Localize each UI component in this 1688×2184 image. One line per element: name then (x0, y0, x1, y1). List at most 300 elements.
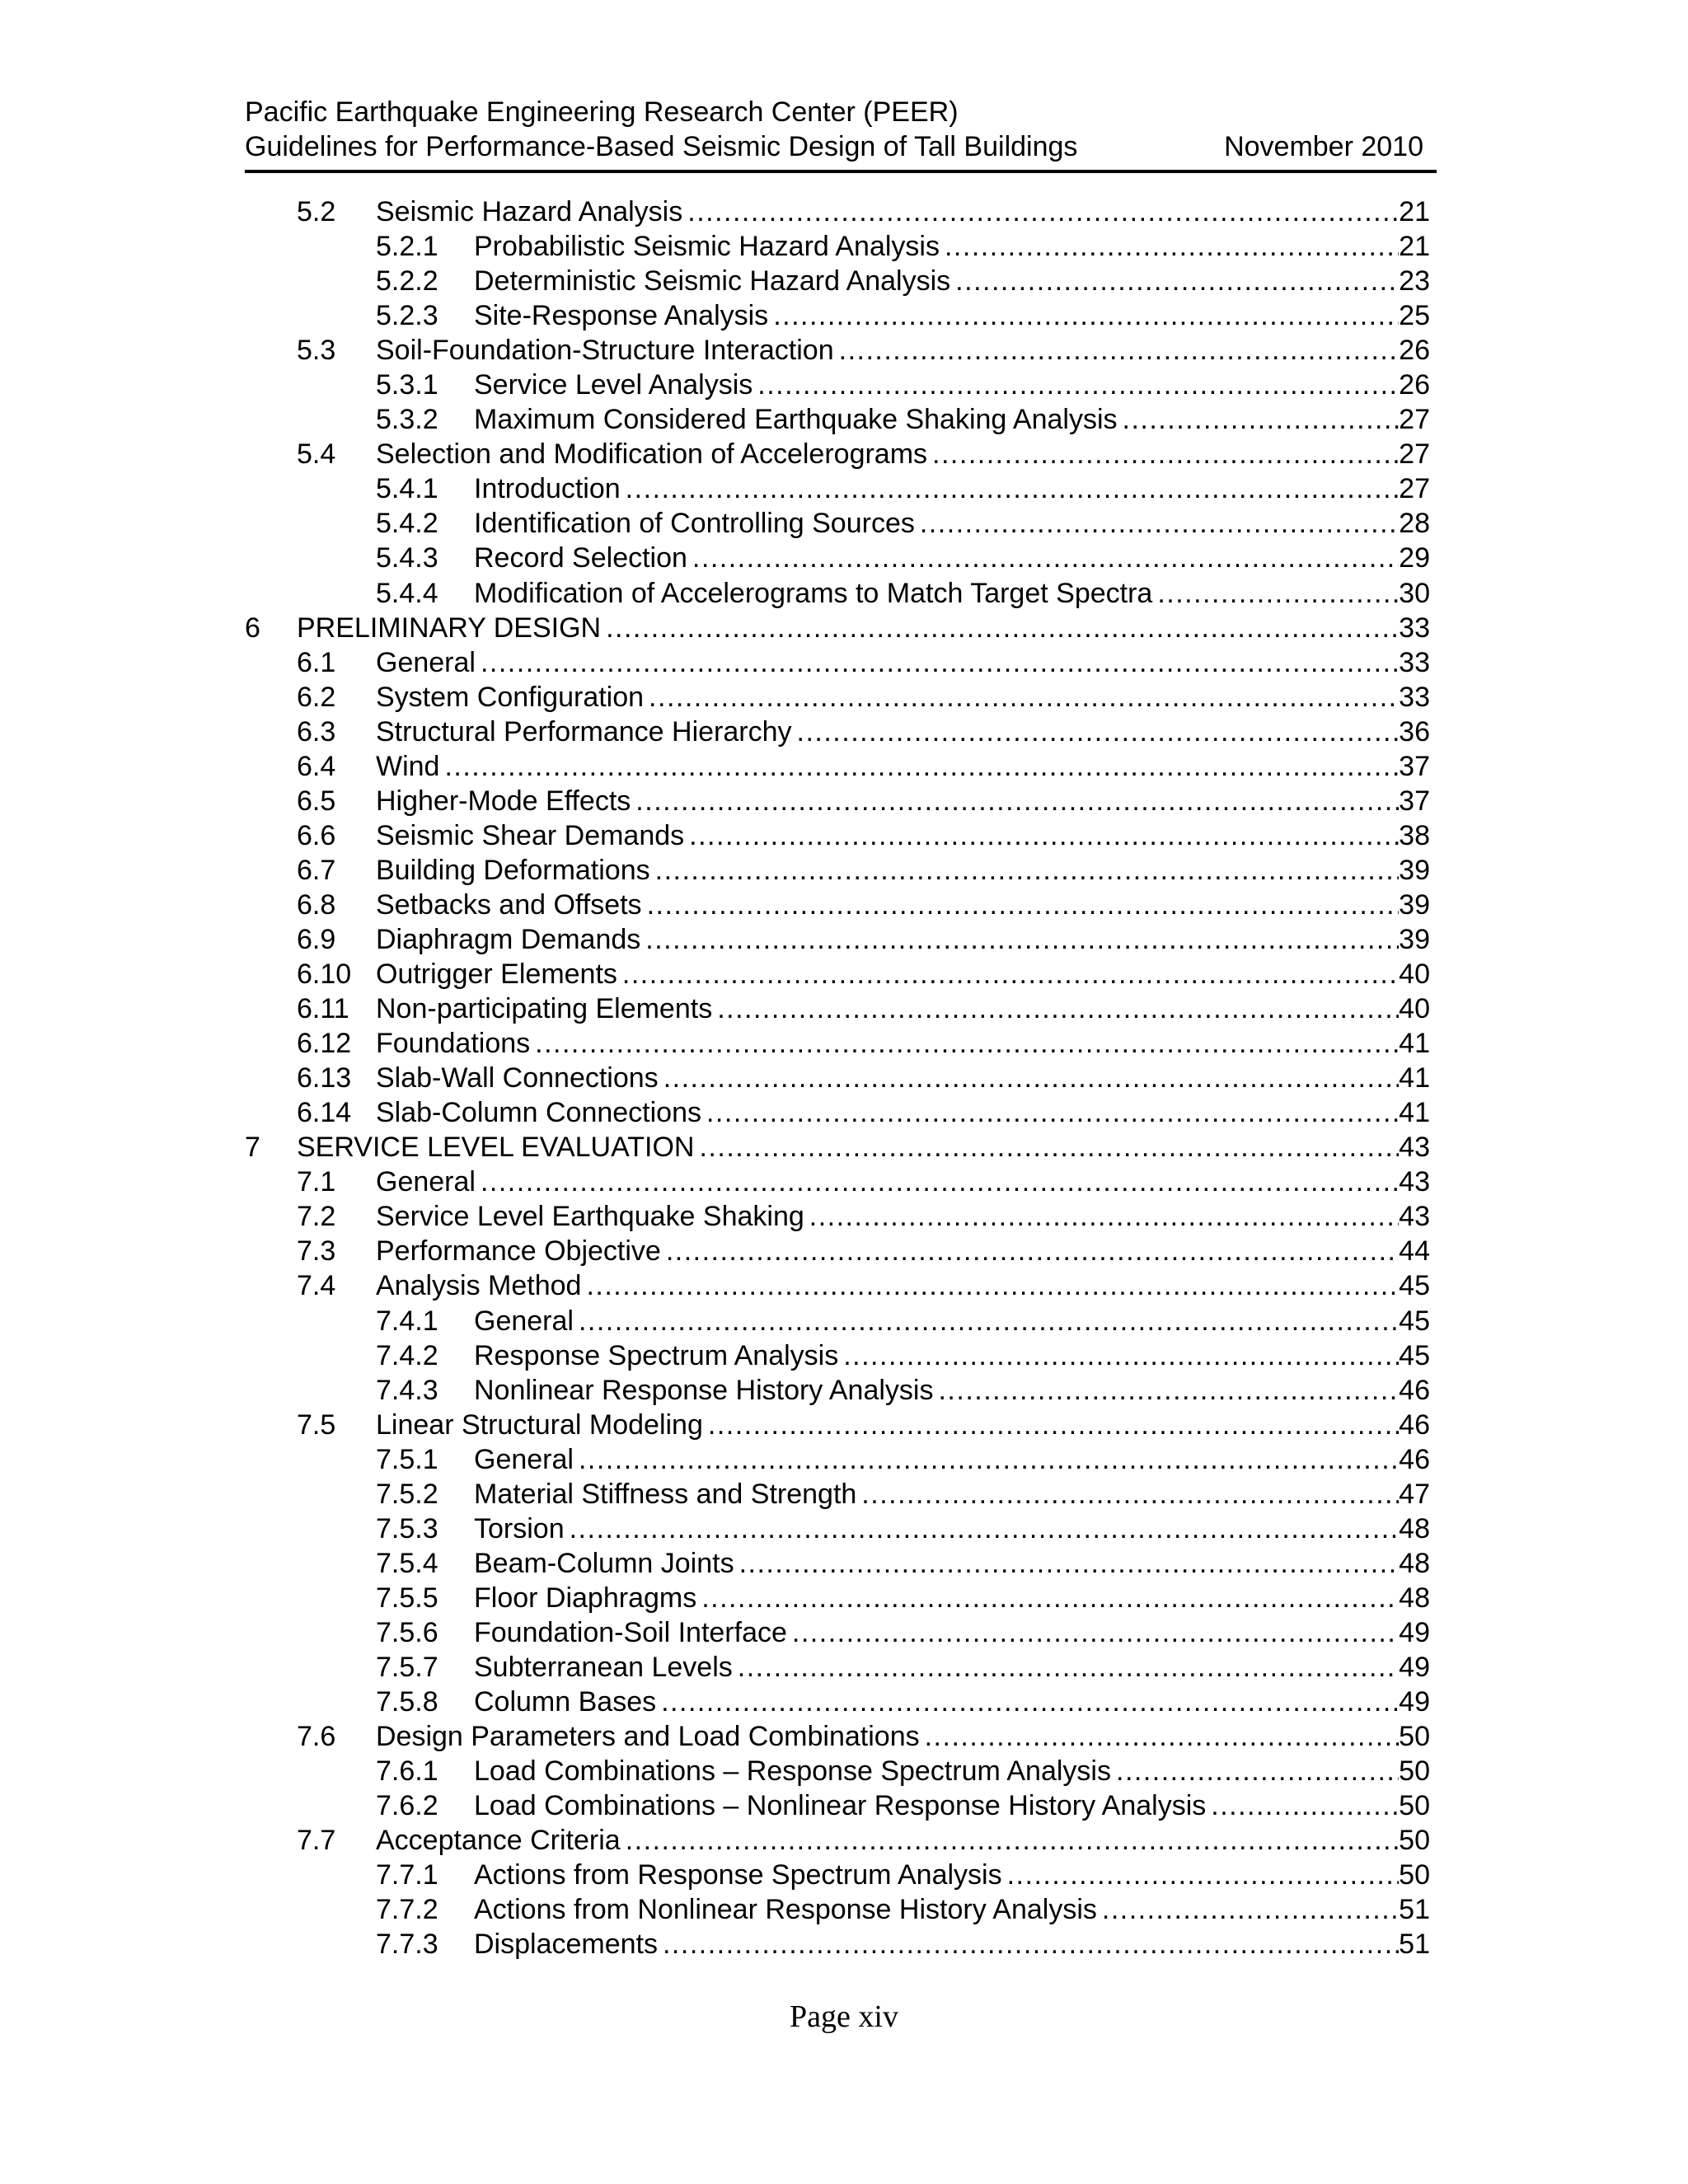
toc-entry-number: 7.6 (297, 1721, 336, 1753)
toc-entry-line (376, 1095, 1430, 1130)
toc-entry-line (474, 1546, 1430, 1581)
toc-entry-title: System Configuration (376, 681, 645, 713)
toc-entry-page: 45 (1399, 1305, 1430, 1337)
toc-entry-number: 7.7.3 (376, 1929, 438, 1961)
toc-entry-line (376, 1823, 1430, 1858)
toc-dot-leader (565, 1511, 1400, 1546)
toc-entry-number: 5.3.1 (376, 369, 438, 401)
header-line-2 (245, 129, 1423, 164)
toc-entry-number: 7.7.2 (376, 1894, 438, 1926)
toc-entry-page: 41 (1399, 1062, 1430, 1094)
toc-entry-page: 49 (1399, 1616, 1430, 1648)
toc-entry-number: 5.4.4 (376, 577, 438, 609)
toc-entry-line (376, 888, 1430, 922)
toc-entry-line (376, 922, 1430, 957)
toc-entry-number: 7.5.5 (376, 1582, 438, 1614)
toc-dot-leader (581, 1268, 1399, 1303)
toc-entry-title: Introduction (474, 473, 621, 505)
toc-entry-title: Soil-Foundation-Structure Interaction (376, 335, 834, 367)
toc-entry-title: Non-participating Elements (376, 993, 713, 1025)
toc-entry[interactable] (0, 922, 1688, 957)
toc-dot-leader (687, 541, 1399, 575)
toc-entry-line (474, 1338, 1430, 1373)
toc-entry[interactable] (0, 784, 1688, 818)
toc-entry-page: 43 (1399, 1201, 1430, 1233)
header-rule (245, 170, 1437, 173)
toc-entry-number: 7.4.3 (376, 1374, 438, 1406)
toc-entry-page: 49 (1399, 1686, 1430, 1718)
toc-entry-page: 21 (1399, 231, 1430, 263)
toc-entry-number: 7.4 (297, 1270, 336, 1302)
toc-dot-leader (768, 298, 1399, 333)
toc-entry-page: 41 (1399, 1097, 1430, 1129)
toc-entry-number: 6.12 (297, 1028, 352, 1060)
toc-entry-title: Site-Response Analysis (474, 300, 769, 332)
toc-entry-page: 28 (1399, 508, 1430, 540)
toc-dot-leader (940, 229, 1399, 264)
toc-entry-page: 48 (1399, 1582, 1430, 1614)
toc-entry[interactable] (0, 1823, 1688, 1858)
toc-entry-line (376, 1234, 1430, 1268)
toc-dot-leader (621, 1823, 1399, 1858)
toc-entry[interactable] (0, 1927, 1688, 1961)
toc-entry-title: Slab-Column Connections (376, 1097, 701, 1129)
toc-entry-number: 7.6.2 (376, 1790, 438, 1822)
toc-entry-title: Identification of Controlling Sources (474, 508, 915, 540)
toc-entry[interactable] (0, 1165, 1688, 1199)
toc-entry-page: 48 (1399, 1512, 1430, 1544)
toc-entry-page: 50 (1399, 1755, 1430, 1788)
running-header (245, 95, 1423, 164)
toc-entry-number: 7.4.1 (376, 1305, 438, 1337)
toc-dot-leader (640, 922, 1399, 957)
toc-dot-leader (712, 991, 1399, 1026)
toc-entry-line (376, 818, 1430, 853)
toc-entry-page: 46 (1399, 1408, 1430, 1441)
toc-entry-page: 50 (1399, 1790, 1430, 1822)
toc-entry-number: 7.7 (297, 1825, 336, 1857)
toc-entry-page: 50 (1399, 1825, 1430, 1857)
toc-dot-leader (1206, 1788, 1399, 1823)
toc-entry-title: Seismic Shear Demands (376, 819, 685, 851)
toc-entry-page: 29 (1399, 542, 1430, 574)
toc-entry-number: 5.2.2 (376, 265, 438, 298)
toc-dot-leader (642, 888, 1400, 922)
toc-entry-line (474, 1685, 1430, 1719)
toc-entry-title: Subterranean Levels (474, 1651, 733, 1683)
toc-entry-title: Wind (376, 750, 440, 782)
toc-entry-number: 6.2 (297, 681, 336, 713)
toc-entry[interactable] (0, 1892, 1688, 1927)
toc-entry-title: Nonlinear Response History Analysis (474, 1374, 934, 1406)
header-document-title: Guidelines for Performance-Based Seismic Design of Tall Buildings (245, 131, 1078, 162)
toc-entry-title: Probabilistic Seismic Hazard Analysis (474, 231, 940, 263)
toc-entry-title: Actions from Nonlinear Response History Analysis (474, 1894, 1097, 1926)
toc-entry-line (474, 1927, 1430, 1961)
toc-entry-title: Linear Structural Modeling (376, 1408, 703, 1441)
toc-entry-line (376, 680, 1430, 715)
toc-entry[interactable] (0, 818, 1688, 853)
toc-entry-line (376, 715, 1430, 749)
toc-entry[interactable] (0, 1061, 1688, 1095)
toc-entry-line (376, 784, 1430, 818)
toc-entry-number: 6.11 (297, 993, 349, 1025)
toc-entry-number: 7.5.2 (376, 1478, 438, 1510)
toc-dot-leader (658, 1927, 1399, 1961)
toc-dot-leader (1152, 576, 1399, 611)
toc-dot-leader (787, 1615, 1399, 1650)
toc-entry[interactable] (0, 1095, 1688, 1130)
toc-entry[interactable] (0, 1304, 1688, 1338)
toc-entry-number: 6.7 (297, 854, 336, 886)
toc-dot-leader (684, 818, 1399, 853)
toc-entry-title: Outrigger Elements (376, 958, 617, 991)
toc-entry-number: 5.4.3 (376, 542, 438, 574)
toc-entry-title: Service Level Analysis (474, 369, 753, 401)
toc-entry-line (474, 1650, 1430, 1685)
toc-entry[interactable] (0, 506, 1688, 541)
toc-entry[interactable] (0, 1442, 1688, 1477)
header-organization: Pacific Earthquake Engineering Research Center (PEER) (245, 96, 959, 128)
toc-dot-leader (1002, 1858, 1400, 1892)
toc-entry-title: Foundations (376, 1028, 531, 1060)
toc-dot-leader (920, 1719, 1400, 1754)
toc-entry-number: 7.5.4 (376, 1547, 438, 1579)
toc-dot-leader (950, 264, 1399, 298)
toc-entry[interactable] (0, 645, 1688, 680)
toc-entry-number: 5.3.2 (376, 404, 438, 436)
toc-entry-line (376, 1165, 1430, 1199)
toc-entry-title: Load Combinations – Response Spectrum Analysis (474, 1755, 1111, 1788)
toc-entry-title: Building Deformations (376, 854, 650, 886)
toc-entry-line (474, 229, 1430, 264)
toc-entry-page: 33 (1399, 681, 1430, 713)
toc-entry-line (376, 1199, 1430, 1234)
toc-dot-leader (792, 715, 1400, 749)
toc-entry-number: 7.1 (297, 1166, 336, 1198)
toc-entry-title: General (474, 1305, 574, 1337)
toc-entry-title: Actions from Response Spectrum Analysis (474, 1859, 1002, 1891)
toc-dot-leader (530, 1026, 1399, 1061)
toc-entry-line (474, 1615, 1430, 1650)
table-of-contents (0, 194, 1688, 1961)
toc-entry-title: Torsion (474, 1512, 565, 1544)
toc-entry[interactable] (0, 541, 1688, 575)
toc-entry-title: Floor Diaphragms (474, 1582, 697, 1614)
toc-entry-page: 45 (1399, 1339, 1430, 1371)
toc-entry-page: 27 (1399, 473, 1430, 505)
toc-dot-leader (733, 1650, 1399, 1685)
toc-entry-number: 7.5.8 (376, 1686, 438, 1718)
toc-entry[interactable] (0, 991, 1688, 1026)
toc-entry-page: 30 (1399, 577, 1430, 609)
toc-entry-title: Analysis Method (376, 1270, 582, 1302)
toc-dot-leader (734, 1546, 1400, 1581)
toc-dot-leader (696, 1581, 1399, 1615)
toc-entry-line (474, 506, 1430, 541)
toc-entry-line (376, 645, 1430, 680)
toc-entry-number: 7.7.1 (376, 1859, 438, 1891)
toc-entry-number: 6.5 (297, 785, 336, 817)
toc-dot-leader (574, 1442, 1399, 1477)
toc-dot-leader (644, 680, 1399, 715)
header-date: November 2010 (1224, 131, 1423, 162)
toc-entry-line (474, 1442, 1430, 1477)
toc-entry-page: 43 (1399, 1166, 1430, 1198)
toc-entry[interactable] (0, 1338, 1688, 1373)
toc-entry-page: 33 (1399, 612, 1430, 644)
toc-entry-number: 5.2.1 (376, 231, 438, 263)
toc-dot-leader (915, 506, 1399, 541)
toc-entry[interactable] (0, 402, 1688, 437)
toc-entry-line (376, 1268, 1430, 1303)
toc-entry[interactable] (0, 471, 1688, 506)
toc-entry-line (376, 333, 1430, 368)
toc-entry[interactable] (0, 1685, 1688, 1719)
toc-entry[interactable] (0, 715, 1688, 749)
toc-entry-page: 43 (1399, 1132, 1430, 1164)
toc-dot-leader (804, 1199, 1399, 1234)
toc-entry-page: 45 (1399, 1270, 1430, 1302)
toc-entry[interactable] (0, 888, 1688, 922)
toc-entry-number: 7.5.3 (376, 1512, 438, 1544)
toc-entry-line (474, 1754, 1430, 1788)
toc-entry[interactable] (0, 1650, 1688, 1685)
toc-entry-line (474, 1892, 1430, 1927)
toc-entry[interactable] (0, 437, 1688, 471)
toc-entry-line (297, 1130, 1430, 1165)
toc-dot-leader (834, 333, 1400, 368)
toc-dot-leader (753, 368, 1399, 402)
toc-entry-line (376, 749, 1430, 784)
toc-entry[interactable] (0, 1581, 1688, 1615)
toc-dot-leader (1097, 1892, 1399, 1927)
toc-entry-title: Design Parameters and Load Combinations (376, 1721, 920, 1753)
toc-entry[interactable] (0, 1615, 1688, 1650)
toc-entry[interactable] (0, 1719, 1688, 1754)
toc-entry-number: 7 (245, 1132, 260, 1164)
toc-entry-page: 47 (1399, 1478, 1430, 1510)
toc-entry[interactable] (0, 957, 1688, 991)
toc-entry-number: 6.3 (297, 715, 336, 748)
toc-entry-title: SERVICE LEVEL EVALUATION (297, 1132, 695, 1164)
toc-entry[interactable] (0, 1408, 1688, 1442)
toc-entry-line (376, 194, 1430, 229)
toc-dot-leader (933, 1373, 1399, 1408)
toc-entry-title: General (474, 1443, 574, 1475)
toc-entry-number: 7.4.2 (376, 1339, 438, 1371)
toc-entry[interactable] (0, 1858, 1688, 1892)
toc-entry-title: General (376, 1166, 476, 1198)
toc-entry-page: 41 (1399, 1028, 1430, 1060)
toc-entry-line (474, 368, 1430, 402)
toc-entry-title: Selection and Modification of Accelerograms (376, 438, 928, 471)
toc-entry-page: 51 (1399, 1894, 1430, 1926)
toc-entry-page: 26 (1399, 335, 1430, 367)
toc-entry[interactable] (0, 229, 1688, 264)
toc-entry[interactable] (0, 1373, 1688, 1408)
toc-entry-page: 38 (1399, 819, 1430, 851)
toc-entry-line (376, 1061, 1430, 1095)
toc-entry-page: 44 (1399, 1235, 1430, 1268)
toc-entry[interactable] (0, 194, 1688, 229)
toc-entry-line (474, 1304, 1430, 1338)
toc-entry-line (376, 991, 1430, 1026)
toc-entry[interactable] (0, 1754, 1688, 1788)
toc-entry-page: 39 (1399, 923, 1430, 955)
toc-entry-number: 7.5.1 (376, 1443, 438, 1475)
toc-entry-number: 5.2.3 (376, 300, 438, 332)
toc-entry[interactable] (0, 298, 1688, 333)
toc-entry-line (474, 1858, 1430, 1892)
toc-entry-page: 33 (1399, 646, 1430, 678)
toc-dot-leader (682, 194, 1399, 229)
toc-entry-line (376, 1719, 1430, 1754)
toc-entry-line (474, 264, 1430, 298)
toc-entry[interactable] (0, 749, 1688, 784)
toc-dot-leader (439, 749, 1399, 784)
toc-entry-number: 6.14 (297, 1097, 352, 1129)
toc-entry[interactable] (0, 853, 1688, 888)
toc-dot-leader (656, 1685, 1399, 1719)
toc-entry[interactable] (0, 1130, 1688, 1165)
toc-entry-line (474, 1373, 1430, 1408)
header-line-1 (245, 95, 1423, 129)
toc-entry-page: 39 (1399, 854, 1430, 886)
toc-entry-number: 6.8 (297, 888, 336, 921)
toc-dot-leader (631, 784, 1399, 818)
toc-entry[interactable] (0, 368, 1688, 402)
toc-entry[interactable] (0, 1234, 1688, 1268)
toc-entry-title: Record Selection (474, 542, 687, 574)
toc-entry-title: Column Bases (474, 1686, 657, 1718)
toc-entry-title: Diaphragm Demands (376, 923, 641, 955)
toc-entry[interactable] (0, 576, 1688, 611)
toc-entry-line (474, 541, 1430, 575)
toc-dot-leader (617, 957, 1399, 991)
toc-entry[interactable] (0, 333, 1688, 368)
toc-entry-number: 5.4.2 (376, 508, 438, 540)
toc-dot-leader (856, 1477, 1399, 1511)
toc-entry[interactable] (0, 1268, 1688, 1303)
toc-entry-line (474, 1581, 1430, 1615)
toc-entry-page: 40 (1399, 958, 1430, 991)
page-footer (0, 1999, 1688, 2035)
toc-dot-leader (701, 1095, 1399, 1130)
toc-entry-page: 36 (1399, 715, 1430, 748)
toc-entry-line (474, 402, 1430, 437)
toc-entry[interactable] (0, 611, 1688, 645)
toc-dot-leader (1111, 1754, 1399, 1788)
toc-entry-number: 5.2 (297, 196, 336, 227)
toc-entry-page: 37 (1399, 785, 1430, 817)
toc-entry-title: Acceptance Criteria (376, 1825, 621, 1857)
toc-entry-page: 26 (1399, 369, 1430, 401)
toc-dot-leader (661, 1234, 1399, 1268)
page-number: Page xiv (790, 1999, 898, 2034)
toc-entry-number: 6.6 (297, 819, 336, 851)
toc-entry-title: Seismic Hazard Analysis (376, 196, 683, 227)
toc-entry-title: Material Stiffness and Strength (474, 1478, 857, 1510)
toc-entry-page: 27 (1399, 438, 1430, 471)
toc-entry-title: Response Spectrum Analysis (474, 1339, 839, 1371)
toc-entry-page: 37 (1399, 750, 1430, 782)
toc-entry-title: Performance Objective (376, 1235, 661, 1268)
toc-entry-number: 6.9 (297, 923, 336, 955)
toc-entry[interactable] (0, 264, 1688, 298)
toc-entry-title: Beam-Column Joints (474, 1547, 734, 1579)
toc-entry-title: Slab-Wall Connections (376, 1062, 659, 1094)
toc-entry-line (474, 1477, 1430, 1511)
toc-dot-leader (927, 437, 1399, 471)
toc-entry-page: 21 (1399, 196, 1430, 227)
toc-entry-line (474, 1788, 1430, 1823)
toc-entry[interactable] (0, 1788, 1688, 1823)
toc-entry[interactable] (0, 1199, 1688, 1234)
toc-entry-title: Load Combinations – Nonlinear Response History Analysis (474, 1790, 1207, 1822)
toc-entry[interactable] (0, 1477, 1688, 1511)
toc-dot-leader (476, 645, 1399, 680)
toc-dot-leader (574, 1304, 1399, 1338)
toc-entry-line (376, 437, 1430, 471)
toc-entry[interactable] (0, 1026, 1688, 1061)
toc-entry-line (474, 471, 1430, 506)
toc-entry-title: General (376, 646, 476, 678)
toc-entry-number: 5.3 (297, 335, 336, 367)
toc-entry-page: 25 (1399, 300, 1430, 332)
toc-entry-page: 40 (1399, 993, 1430, 1025)
toc-entry-number: 7.2 (297, 1201, 336, 1233)
toc-entry-page: 50 (1399, 1859, 1430, 1891)
toc-entry-page: 50 (1399, 1721, 1430, 1753)
toc-dot-leader (650, 853, 1400, 888)
toc-entry-title: Displacements (474, 1929, 658, 1961)
toc-dot-leader (621, 471, 1400, 506)
toc-entry-title: Foundation-Soil Interface (474, 1616, 787, 1648)
toc-entry-title: Modification of Accelerograms to Match Target Spectra (474, 577, 1153, 609)
toc-entry-line (474, 1511, 1430, 1546)
toc-entry-page: 46 (1399, 1374, 1430, 1406)
toc-entry-page: 51 (1399, 1929, 1430, 1961)
toc-entry[interactable] (0, 1546, 1688, 1581)
toc-entry-title: PRELIMINARY DESIGN (297, 612, 602, 644)
toc-entry[interactable] (0, 680, 1688, 715)
toc-entry-line (474, 576, 1430, 611)
toc-entry-title: Service Level Earthquake Shaking (376, 1201, 804, 1233)
toc-entry-page: 49 (1399, 1651, 1430, 1683)
toc-entry[interactable] (0, 1511, 1688, 1546)
toc-entry-page: 23 (1399, 265, 1430, 298)
toc-entry-title: Setbacks and Offsets (376, 888, 642, 921)
toc-entry-page: 46 (1399, 1443, 1430, 1475)
toc-entry-title: Deterministic Seismic Hazard Analysis (474, 265, 951, 298)
toc-entry-number: 7.6.1 (376, 1755, 438, 1788)
toc-dot-leader (659, 1061, 1399, 1095)
toc-entry-line (376, 957, 1430, 991)
toc-entry-page: 27 (1399, 404, 1430, 436)
toc-entry-number: 5.4 (297, 438, 336, 471)
toc-entry-line (297, 611, 1430, 645)
toc-dot-leader (838, 1338, 1399, 1373)
toc-entry-line (376, 1408, 1430, 1442)
toc-dot-leader (694, 1130, 1399, 1165)
toc-entry-line (376, 1026, 1430, 1061)
toc-dot-leader (476, 1165, 1399, 1199)
toc-entry-line (376, 853, 1430, 888)
toc-entry-number: 6.1 (297, 646, 336, 678)
toc-entry-number: 7.5 (297, 1408, 336, 1441)
toc-entry-number: 6.13 (297, 1062, 352, 1094)
